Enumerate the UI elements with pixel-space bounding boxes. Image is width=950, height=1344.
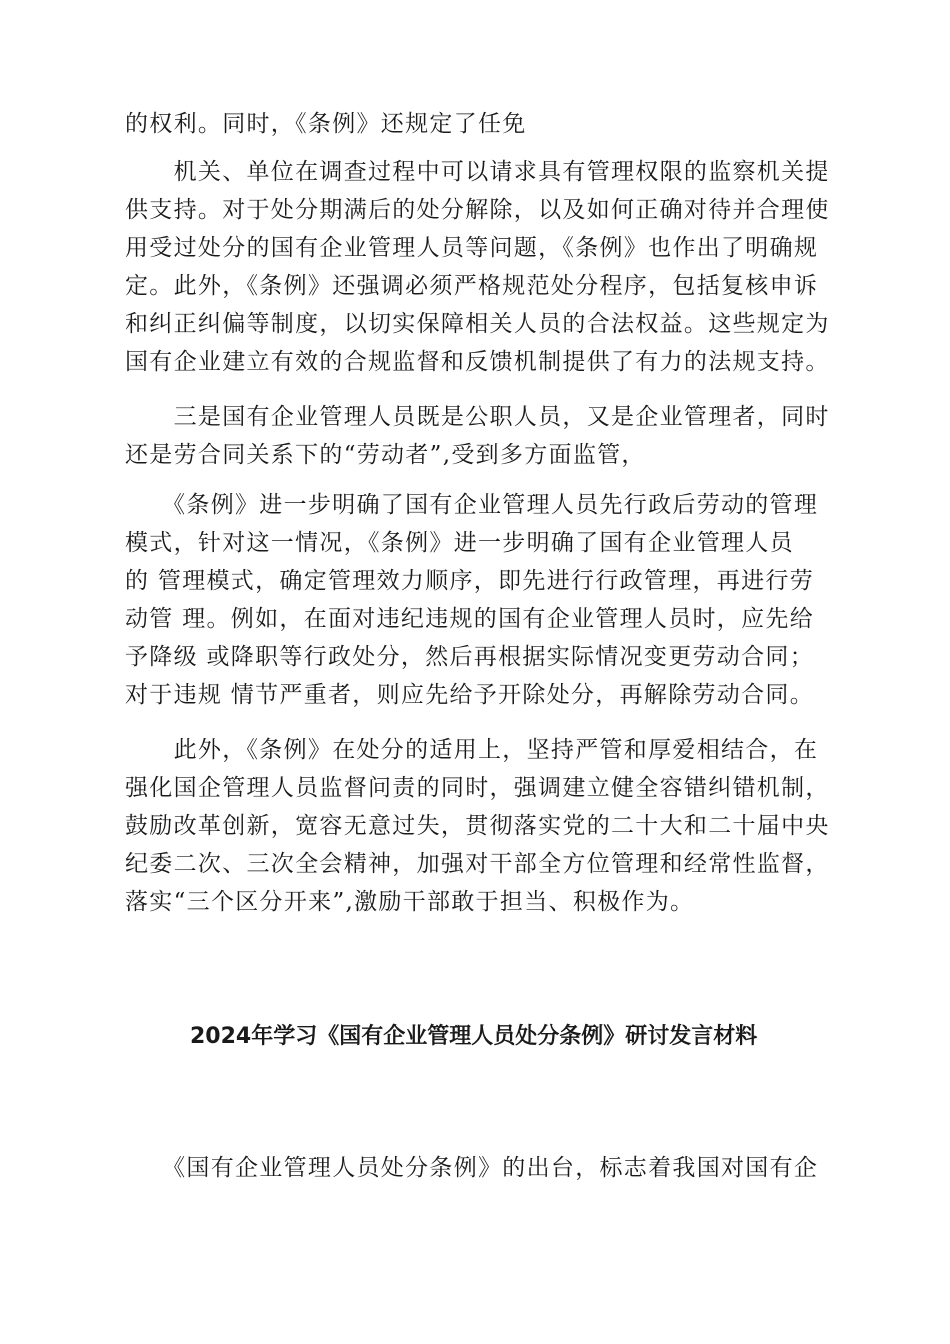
text-line: 国有企业建立有效的合规监督和反馈机制提供了有力的法规支持。 — [125, 349, 830, 375]
text-line: 《国有企业管理人员处分条例》的出台，标志着我国对国有企 — [125, 1155, 819, 1181]
text-line: 定。此外，《条例》还强调必须严格规范处分程序，包括复核申诉 — [125, 273, 819, 299]
text-line: 《条例》进一步明确了国有企业管理人员先行政后劳动的管理 — [125, 492, 819, 518]
text-line: 强化国企管理人员监督问责的同时，强调建立健全容错纠错机制， — [125, 775, 830, 801]
text-line: 还是劳合同关系下的“劳动者”,受到多方面监管， — [125, 442, 646, 468]
section-heading: 2024年学习《国有企业管理人员处分条例》研讨发言材料 — [190, 1024, 758, 1049]
text-line: 用受过处分的国有企业管理人员等问题，《条例》也作出了明确规 — [125, 235, 819, 261]
text-line: 的权利。同时，《条例》还规定了任免 — [125, 111, 527, 137]
text-line: 对于违规 情节严重者，则应先给予开除处分，再解除劳动合同。 — [125, 682, 815, 708]
text-line: 模式，针对这一情况，《条例》进一步明确了国有企业管理人员 — [125, 530, 794, 556]
text-line: 供支持。对于处分期满后的处分解除，以及如何正确对待并合理使 — [125, 197, 830, 223]
text-line: 动管 理。例如，在面对违纪违规的国有企业管理人员时，应先给 — [125, 606, 815, 632]
text-line: 予降级 或降职等行政处分，然后再根据实际情况变更劳动合同； — [125, 644, 815, 670]
text-line: 三是国有企业管理人员既是公职人员，又是企业管理者，同时 — [125, 404, 830, 430]
text-line: 的 管理模式，确定管理效力顺序，即先进行行政管理，再进行劳 — [125, 568, 815, 594]
text-line: 此外，《条例》在处分的适用上，坚持严管和厚爱相结合，在 — [125, 737, 819, 763]
text-line: 落实“三个区分开来”,激励干部敢于担当、积极作为。 — [125, 889, 695, 915]
text-line: 机关、单位在调查过程中可以请求具有管理权限的监察机关提 — [125, 159, 830, 185]
text-line: 和纠正纠偏等制度，以切实保障相关人员的合法权益。这些规定为 — [125, 311, 830, 337]
text-line: 鼓励改革创新，宽容无意过失，贯彻落实党的二十大和二十届中央 — [125, 813, 830, 839]
text-line: 纪委二次、三次全会精神，加强对干部全方位管理和经常性监督， — [125, 851, 830, 877]
